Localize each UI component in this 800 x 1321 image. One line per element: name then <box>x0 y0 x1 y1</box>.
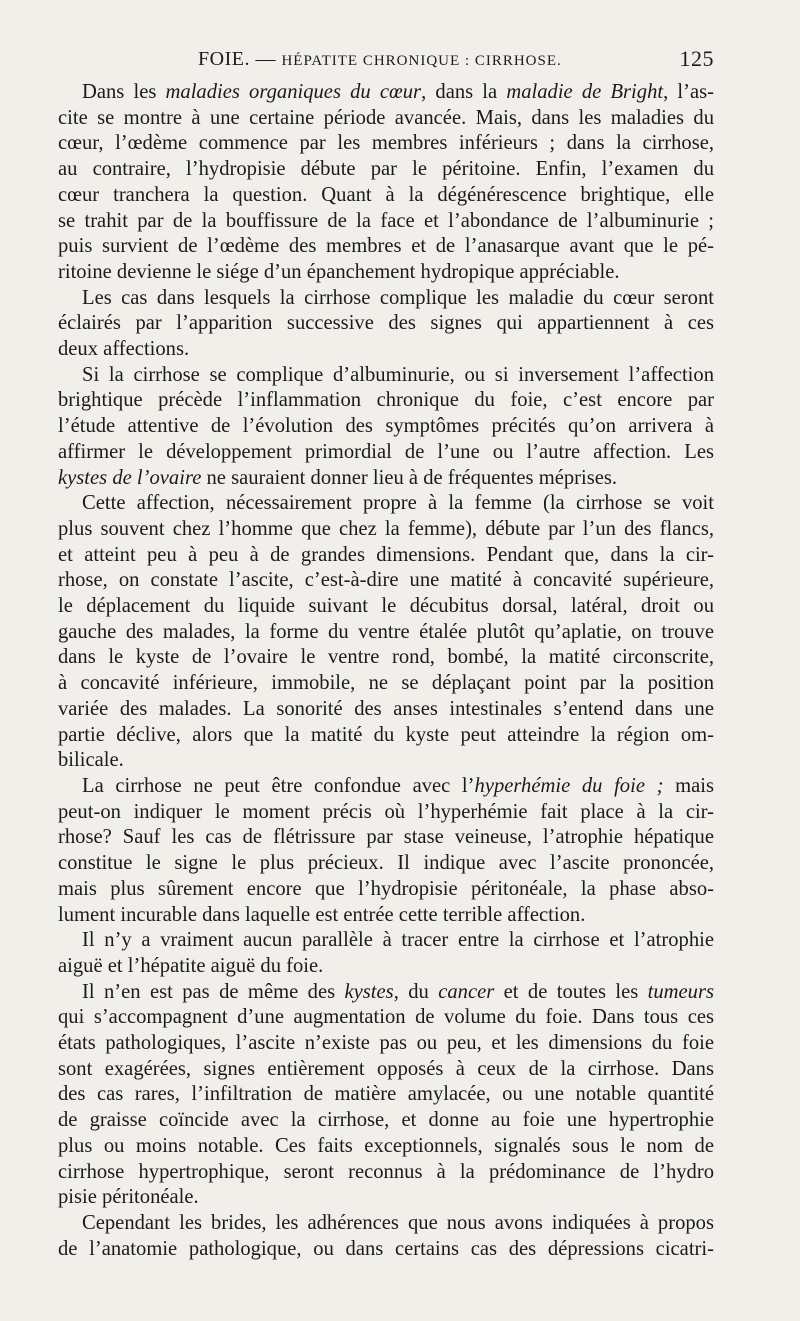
text-line <box>58 877 714 903</box>
text-run: bilicale. <box>58 749 124 772</box>
text-run: qui s’accompagnent d’une augmentation de volume du foie. Dans tous ces <box>58 1006 714 1029</box>
paragraph <box>58 1211 714 1262</box>
text-run: plus souvent chez l’homme que chez la femme), débute par l’un des flancs, <box>58 517 714 540</box>
running-title <box>198 48 562 71</box>
text-run: le déplacement du liquide suivant le décubitus dorsal, latéral, droit ou <box>58 595 714 618</box>
text-line <box>58 954 714 980</box>
text-line <box>58 697 714 723</box>
text-run: lument incurable dans laquelle est entrée cette terrible affection. <box>58 903 586 926</box>
text-run: deux affections. <box>58 338 190 361</box>
text-run: variée des malades. La sonorité des anses intestinales s’entend dans une <box>58 697 714 720</box>
text-line <box>58 440 714 466</box>
text-run: cirrhose hypertrophique, seront reconnus à la prédominance de l’hydro <box>58 1160 714 1183</box>
text-run: affirmer le développement primordial de l’une ou l’autre affection. Les <box>58 440 714 463</box>
text-run: puis survient de l’œdème des membres et de l’anasarque avant que le pé- <box>58 235 714 258</box>
text-run: et de toutes les <box>494 980 648 1003</box>
text-run: Dans les <box>82 81 166 103</box>
italic-term: maladie de Bright <box>506 81 664 103</box>
text-line <box>58 980 714 1006</box>
text-run: Cette affection, nécessairement propre à la femme (la cirrhose se voit <box>82 492 714 515</box>
text-run: plus ou moins notable. Ces faits exceptionnels, signalés sous le nom de <box>58 1134 714 1157</box>
text-run: éclairés par l’apparition successive des signes qui appartiennent à ces <box>58 312 714 335</box>
text-run: pisie péritonéale. <box>58 1186 199 1209</box>
text-line <box>58 1134 714 1160</box>
text-line <box>58 1211 714 1237</box>
text-line <box>58 1108 714 1134</box>
text-run: des cas rares, l’infiltration de matière amylacée, ou une notable quantité <box>58 1083 714 1106</box>
text-line <box>58 466 714 492</box>
text-line <box>58 517 714 543</box>
text-run: mais <box>663 774 715 797</box>
text-line <box>58 851 714 877</box>
text-run: partie déclive, alors que la matité du kyste peut atteindre la région om- <box>58 723 714 746</box>
text-line <box>58 825 714 851</box>
text-line <box>58 903 714 929</box>
text-line <box>58 363 714 389</box>
text-line <box>58 645 714 671</box>
text-run: peut-on indiquer le moment précis où l’hyperhémie fait place à la cir- <box>58 800 714 823</box>
text-run: au contraire, l’hydropisie débute par le péritoine. Enfin, l’examen du <box>58 158 714 181</box>
text-line <box>58 1160 714 1186</box>
italic-term: hyperhémie du foie ; <box>474 774 664 797</box>
running-title-dash: — <box>255 48 276 70</box>
text-line <box>58 620 714 646</box>
text-line <box>58 1185 714 1211</box>
text-run: à concavité inférieure, immobile, ne se déplaçant point par la position <box>58 672 714 695</box>
text-run: ritoine devienne le siége d’un épanchement hydropique appréciable. <box>58 260 620 283</box>
text-line <box>58 594 714 620</box>
text-run: dans le kyste de l’ovaire le ventre rond, bombé, la matité circonscrite, <box>58 646 714 669</box>
text-run: Si la cirrhose se complique d’albuminurie, ou si inversement l’affection <box>82 363 714 386</box>
paragraph <box>58 286 714 363</box>
paragraph <box>58 363 714 492</box>
text-line <box>58 337 714 363</box>
text-run: La cirrhose ne peut être confondue avec l’ <box>82 774 475 797</box>
text-line <box>58 234 714 260</box>
text-line <box>58 388 714 414</box>
text-run: , dans la <box>421 81 507 103</box>
italic-term: kystes <box>344 980 394 1003</box>
running-title-main: FOIE. <box>198 48 250 70</box>
text-run: et atteint peu à peu à de grandes dimensions. Pendant que, dans la cir- <box>58 543 714 566</box>
text-line <box>58 311 714 337</box>
running-header <box>58 44 714 80</box>
text-line <box>58 1237 714 1263</box>
text-line <box>58 286 714 312</box>
paragraph <box>58 491 714 774</box>
text-line <box>58 1031 714 1057</box>
text-line <box>58 157 714 183</box>
text-run: constitue le signe le plus précieux. Il indique avec l’ascite prononcée, <box>58 852 714 875</box>
text-line <box>58 1082 714 1108</box>
text-line <box>58 260 714 286</box>
text-run: mais plus sûrement encore que l’hydropisie péritonéale, la phase abso- <box>58 877 714 900</box>
text-line <box>58 183 714 209</box>
text-line <box>58 1057 714 1083</box>
paragraph <box>58 928 714 979</box>
text-line <box>58 106 714 132</box>
page-number: 125 <box>679 46 714 71</box>
paragraph <box>58 980 714 1211</box>
italic-term: cancer <box>438 980 495 1003</box>
text-run: se trahit par de la bouffissure de la face et l’abondance de l’albuminurie ; <box>58 209 714 232</box>
text-run: de l’anatomie pathologique, ou dans certains cas des dépressions cicatri- <box>58 1237 714 1260</box>
text-run: ne sauraient donner lieu à de fréquentes méprises. <box>201 466 618 489</box>
text-line <box>58 414 714 440</box>
text-run: , du <box>393 980 439 1003</box>
text-line <box>58 209 714 235</box>
text-run: Cependant les brides, les adhérences que nous avons indiquées à propos <box>82 1211 714 1234</box>
paragraph <box>58 80 714 286</box>
text-line <box>58 131 714 157</box>
text-line <box>58 491 714 517</box>
text-line <box>58 748 714 774</box>
text-run: gauche des malades, la forme du ventre étalée plutôt qu’aplatie, on trouve <box>58 620 714 643</box>
text-run: brightique précède l’inflammation chronique du foie, c’est encore par <box>58 389 714 412</box>
text-run: de graisse coïncide avec la cirrhose, et donne au foie une hypertrophie <box>58 1109 714 1132</box>
text-line <box>58 80 714 106</box>
text-line <box>58 928 714 954</box>
text-line <box>58 800 714 826</box>
italic-term: maladies organiques du cœur <box>165 81 422 103</box>
text-run: rhose, on constate l’ascite, c’est-à-dire une matité à concavité supérieure, <box>58 569 714 592</box>
italic-term: kystes de l’ovaire <box>58 466 202 489</box>
text-run: états pathologiques, l’ascite n’existe pas ou peu, et les dimensions du foie <box>58 1032 714 1055</box>
text-run: cite se montre à une certaine période avancée. Mais, dans les maladies du <box>58 106 714 129</box>
text-run: sont exagérées, signes entièrement opposés à ceux de la cirrhose. Dans <box>58 1057 714 1080</box>
text-run: aiguë et l’hépatite aiguë du foie. <box>58 954 324 977</box>
text-run: , l’as- <box>663 81 714 103</box>
text-run: cœur, l’œdème commence par les membres inférieurs ; dans la cirrhose, <box>58 132 714 155</box>
text-run: cœur tranchera la question. Quant à la dégénérescence brightique, elle <box>58 183 714 206</box>
text-run: Il n’y a vraiment aucun parallèle à tracer entre la cirrhose et l’atrophie <box>82 929 714 952</box>
text-line <box>58 671 714 697</box>
text-run: Les cas dans lesquels la cirrhose complique les maladie du cœur seront <box>82 286 714 309</box>
text-run: Il n’en est pas de même des <box>82 980 345 1003</box>
running-title-subject: HÉPATITE CHRONIQUE : CIRRHOSE. <box>281 53 562 69</box>
text-line <box>58 1005 714 1031</box>
text-run: rhose? Sauf les cas de flétrissure par stase veineuse, l’atrophie hépatique <box>58 826 714 849</box>
text-line <box>58 568 714 594</box>
italic-term: tumeurs <box>647 980 714 1003</box>
paragraph <box>58 774 714 928</box>
text-line <box>58 774 714 800</box>
text-run: l’étude attentive de l’évolution des symptômes précités qu’on arrivera à <box>58 415 714 438</box>
text-line <box>58 723 714 749</box>
body-text <box>58 80 714 1262</box>
text-line <box>58 543 714 569</box>
